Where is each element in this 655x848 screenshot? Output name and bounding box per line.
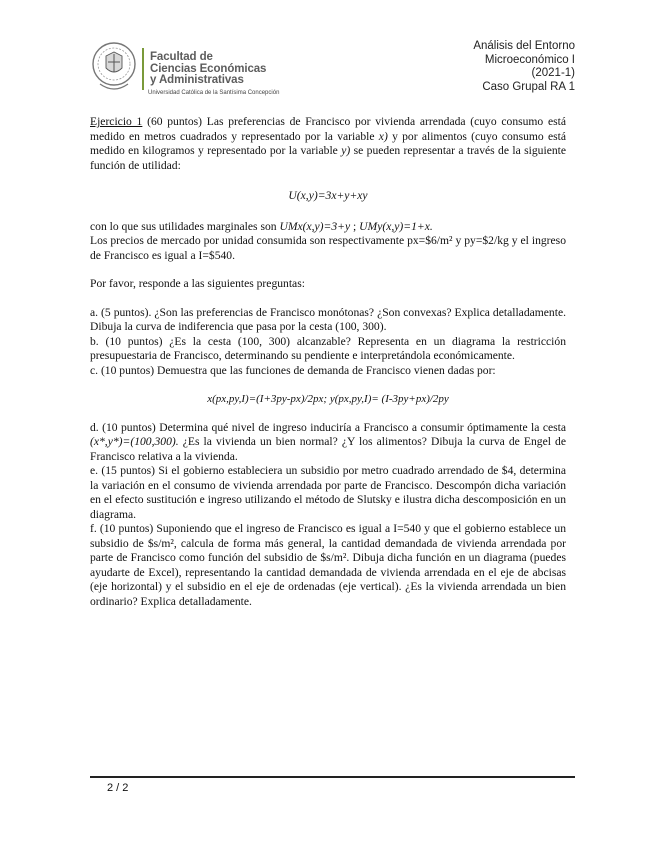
faculty-line-3: y Administrativas (150, 74, 244, 86)
umy-formula: UMy(x,y)=1+x. (359, 219, 433, 233)
university-name: Universidad Católica de la Santísima Concepción (148, 90, 280, 96)
intro-text-2: y por alimentos (cuyo consumo está medido en kilogramos y representado por la variable (90, 129, 566, 157)
logo-divider (142, 48, 144, 90)
course-line-2: Microeconómico I (484, 53, 575, 66)
intro-text-3: se pueden representar a través de la siguiente función de utilidad: (90, 144, 566, 172)
footer-rule (90, 776, 575, 778)
page-number: 2 / 2 (107, 782, 129, 794)
question-f: f. (10 puntos) Suponiendo que el ingreso de Francisco es igual a I=540 y que el gobierno establece un subsidio de $s/m², calcula de forma más general, la cantidad demandada de vivienda arrendada por parte de Francisco como función del subsidio de $s/m². Dibuja dicha función en un diagrama (puedes ayudarte de Excel), representando la cantidad demandada de vivienda arrendada en el eje de abcisas (eje horizontal) y el subsidio en el eje de ordenadas (eje vertical). ¿Es la vivienda arrendada un bien ordinario? Explica detalladamente. (90, 522, 566, 608)
marginal-utilities (90, 220, 566, 235)
question-e: e. (15 puntos) Si el gobierno estableciera un subsidio por metro cuadrado arrendado de $4, determina la variación en el consumo de vivienda arrendada por parte de Francisco. Descompón dicha variación en el efecto sustitución e ingreso utilizando el método de Slutsky e ilustra dicha descomposición en un diagrama. (90, 464, 566, 521)
marginal-text: con lo que sus utilidades marginales son (90, 219, 280, 233)
umx-formula: UMx(x,y)=3+y (279, 219, 351, 233)
faculty-line-1: Facultad de (150, 51, 213, 63)
course-line-4: Caso Grupal RA 1 (482, 80, 575, 93)
intro-var-x: x) (378, 129, 388, 143)
faculty-line-2: Ciencias Económicas (150, 62, 267, 75)
utility-function: U(x,y)=3x+y+xy (288, 189, 368, 202)
course-info (473, 40, 575, 94)
question-a: a. (5 puntos). ¿Son las preferencias de Francisco monótonas? ¿Son convexas? Explica detalladamente. Dibuja la curva de indiferencia que pasa por la cesta (100, 300). (90, 305, 566, 333)
prices-paragraph: Los precios de mercado por unidad consumida son respectivamente px=$6/m² y py=$2/kg y el ingreso de Francisco es igual a I=$540. (90, 234, 566, 262)
course-line-3: (2021-1) (531, 67, 575, 79)
faculty-name (150, 52, 266, 87)
university-seal-icon (90, 40, 138, 96)
intro-text-1: (60 puntos) Las preferencias de Francisco por vivienda arrendada (cuyo consumo está medido en metros cuadrados y representado por la variable (90, 115, 566, 143)
intro-var-y: y) (341, 144, 351, 157)
question-d-text-1: d. (10 puntos) Determina qué nivel de ingreso induciría a Francisco a consumir óptimamente la cesta (90, 420, 566, 434)
question-c: c. (10 puntos) Demuestra que las funciones de demanda de Francisco vienen dadas por: (90, 363, 496, 377)
course-line-1: Análisis del Entorno (473, 40, 575, 52)
demand-functions: x(px,py,I)=(I+3py-px)/2px; y(px,py,I)= (I-3py+px)/2py (207, 393, 449, 405)
question-d (90, 421, 566, 465)
question-d-text-2: ¿Es la vivienda un bien normal? ¿Y los alimentos? Dibuja la curva de Engel de Francisco relativa a la vivienda. (90, 435, 566, 463)
instructions: Por favor, responde a las siguientes preguntas: (90, 277, 305, 290)
marginal-separator: ; (350, 219, 360, 233)
page-header (90, 40, 575, 102)
exercise-title: Ejercicio 1 (90, 115, 143, 128)
question-b: b. (10 puntos) ¿Es la cesta (100, 300) alcanzable? Representa en un diagrama la restricción presupuestaria de Francisco, determinando su pendiente e interpretándola económicamente. (90, 334, 566, 362)
exercise-intro (90, 115, 566, 173)
question-d-basket: (x*,y*)=(100,300). (90, 435, 179, 448)
exercise-body (90, 115, 566, 609)
